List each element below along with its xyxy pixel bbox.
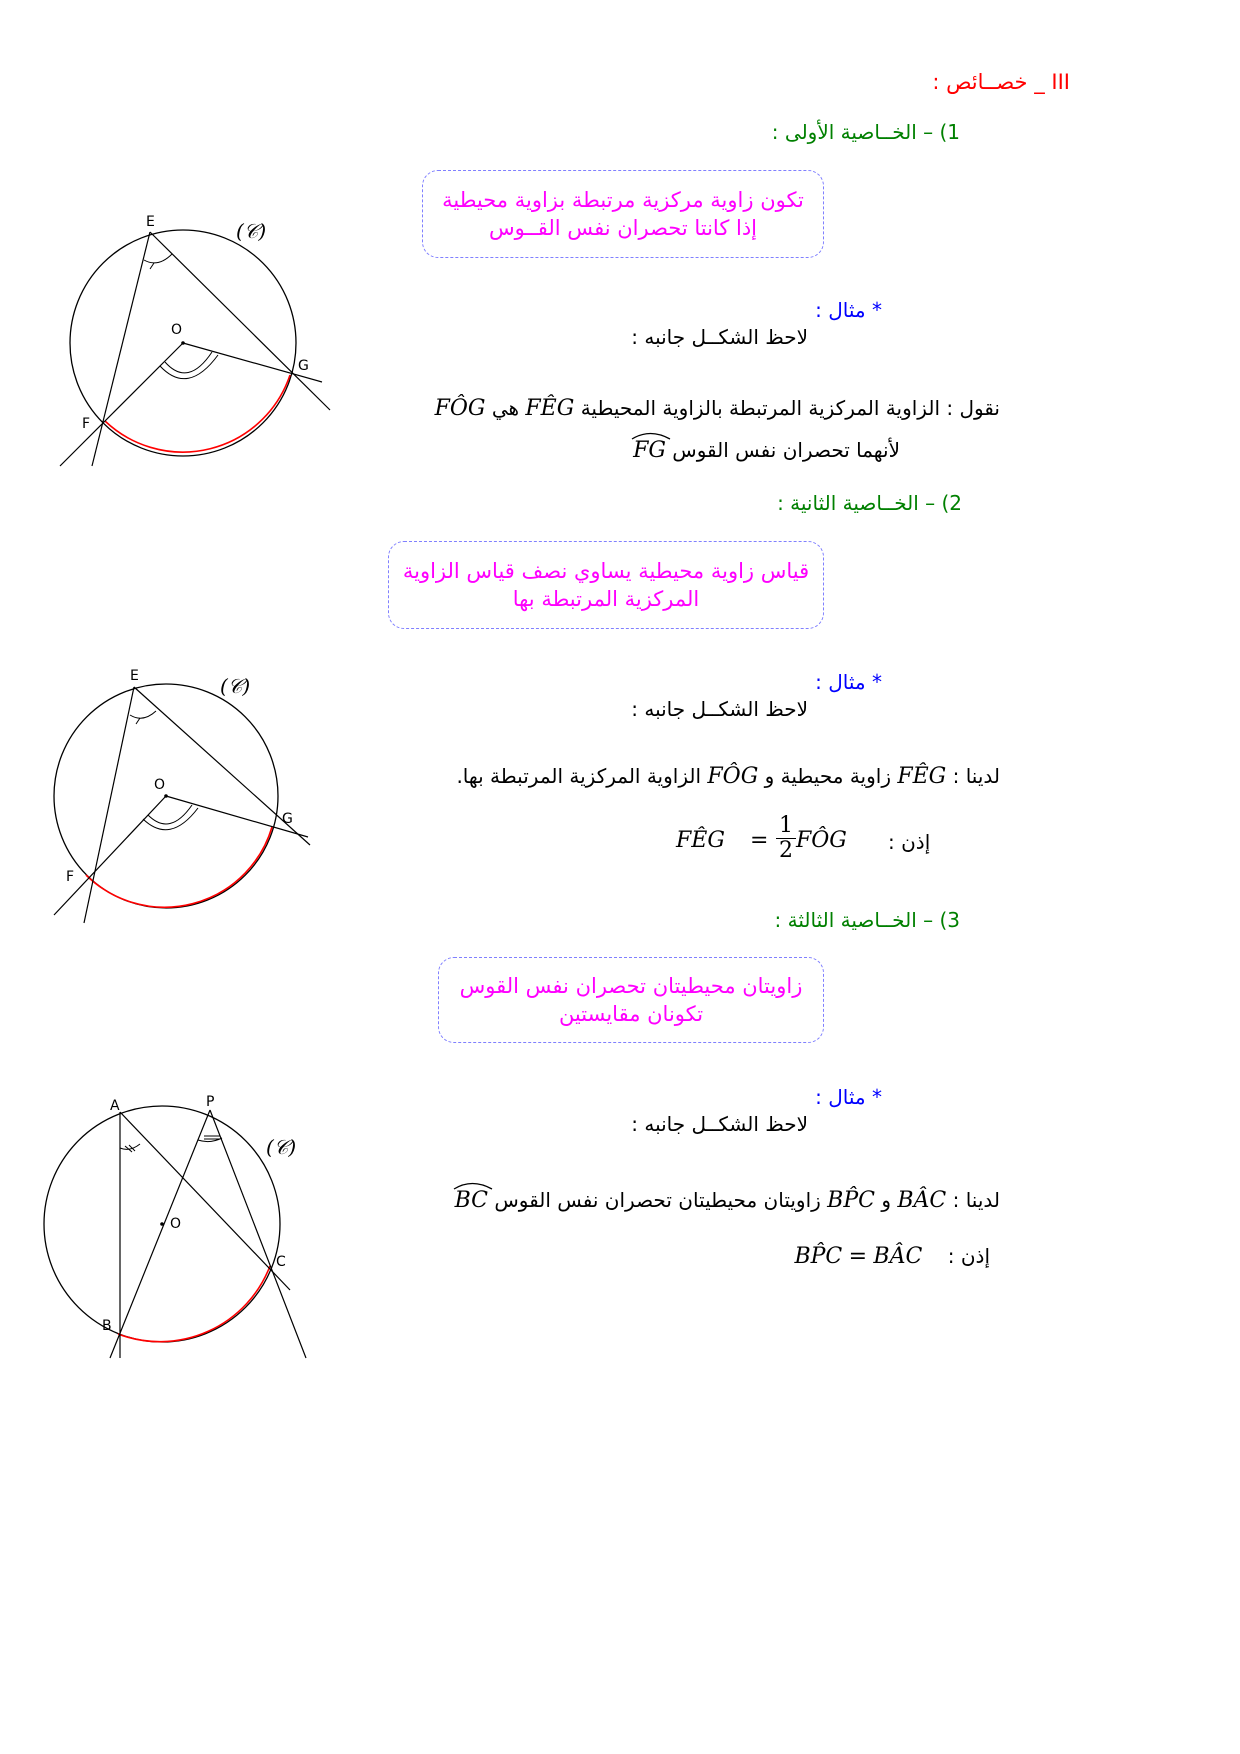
math-fog: FÔG [434,396,486,421]
formula-lead: إذن : [888,830,931,854]
statement-mid: زاوية محيطية و [764,764,891,788]
label-circle: (𝒞) [266,1135,297,1159]
property-2-observe: لاحظ الشكــل جانبه : [631,697,808,721]
property-2-statement-1 [456,764,1000,789]
math-fog: FÔG [707,764,759,789]
property-1-statement-1 [435,396,1000,421]
arc-overline-icon [452,1180,496,1190]
property-1-example-label: * مثال : [815,298,882,322]
section-number: III _ [1034,70,1070,94]
property-3-heading: 3) – الخــاصية الثالثة : [774,908,960,932]
label-circle: (𝒞) [236,219,267,243]
statement-tail: الزاوية المركزية المرتبطة بها. [456,764,702,788]
arc-fg [633,432,666,463]
fraction-numerator: 1 [776,814,796,839]
property-3-box [438,957,824,1043]
statement-lead: لدينا : [952,1188,1000,1212]
property-2-box [388,541,824,629]
math-bpc: BP̂C [827,1188,875,1213]
label-p: P [206,1094,215,1110]
property-2-box-line-1: قياس زاوية محيطية يساوي نصف قياس الزاوية [402,559,810,583]
property-1-box-line-2: إذا كانتا تحصران نفس القــوس [488,216,758,240]
angle-mark-e [144,254,172,263]
label-a: A [110,1098,120,1114]
label-o: O [171,322,183,338]
property-1-observe: لاحظ الشكــل جانبه : [631,325,808,349]
property-3-statement-1 [455,1182,1000,1213]
label-circle: (𝒞) [220,674,251,698]
arc-fg-red [86,827,272,907]
line-ef [92,232,150,466]
property-3-example-label: * مثال : [815,1085,882,1109]
label-o: O [154,777,166,793]
property-3-statement-2 [794,1244,990,1269]
section-title [932,70,1070,94]
label-o: O [170,1216,182,1232]
math-bac: BÂC [897,1188,947,1213]
formula-eq: = [848,1244,868,1269]
statement-mid: هي [491,396,520,420]
label-e: E [130,668,139,684]
label-f: F [82,416,91,432]
property-2-statement-2 [676,813,976,872]
label-g: G [282,811,293,827]
arc-bc-text: BC [454,1188,489,1213]
label-g: G [298,358,309,374]
arc-bc [455,1182,488,1213]
statement-lead: نقول : الزاوية المركزية المرتبطة بالزاوية المحيطية [580,396,1000,420]
label-f: F [66,869,75,885]
arc-fg-red [105,375,290,452]
formula-lhs: BÂC [873,1244,923,1269]
line-ef [84,687,134,923]
section-title-text: خصــائص : [932,70,1028,94]
statement-mid: و [881,1188,891,1212]
property-1-heading: 1) – الخــاصية الأولى : [771,120,960,144]
formula-fraction [776,814,796,863]
formula-eq: = [750,828,769,853]
line-eg [150,232,330,410]
formula-rhs: BP̂C [794,1244,843,1269]
property-2-heading: 2) – الخــاصية الثانية : [777,491,962,515]
arc-bc-red [118,1266,270,1342]
label-b: B [102,1318,112,1334]
angle-mark-e [130,711,156,718]
property-2-example-label: * مثال : [815,670,882,694]
fraction-denominator: 2 [779,838,793,863]
property-3-observe: لاحظ الشكــل جانبه : [631,1112,808,1136]
line-pb [110,1110,210,1358]
statement-lead: إذن : [947,1244,990,1268]
figure-3 [40,1090,340,1360]
formula-rhs: FÔG [796,828,847,853]
property-1-box [422,170,824,258]
math-feg: FÊG [897,764,947,789]
statement-tail: زاويتان محيطيتان تحصران نفس القوس [494,1188,821,1212]
arc-overline-icon [630,430,674,440]
property-3-box-line-1: زاويتان محيطيتان تحصران نفس القوس [459,974,803,998]
figure-1 [50,210,340,475]
property-2-box-line-2: المركزية المرتبطة بها [512,587,700,611]
math-feg: FÊG [525,396,575,421]
label-c: C [276,1254,286,1270]
figure-2 [40,665,330,930]
line-of [60,343,183,466]
arc-fg-text: FG [633,438,666,463]
property-3-box-line-2: تكونان مقايستين [558,1002,704,1026]
label-e: E [146,214,155,230]
formula-lhs: FÊG [676,828,725,853]
property-1-box-line-1: تكون زاوية مركزية مرتبطة بزاوية محيطية [442,188,804,212]
property-1-statement-2 [633,432,900,463]
statement-lead: لأنهما تحصران نفس القوس [672,438,900,462]
statement-lead: لدينا : [952,764,1000,788]
